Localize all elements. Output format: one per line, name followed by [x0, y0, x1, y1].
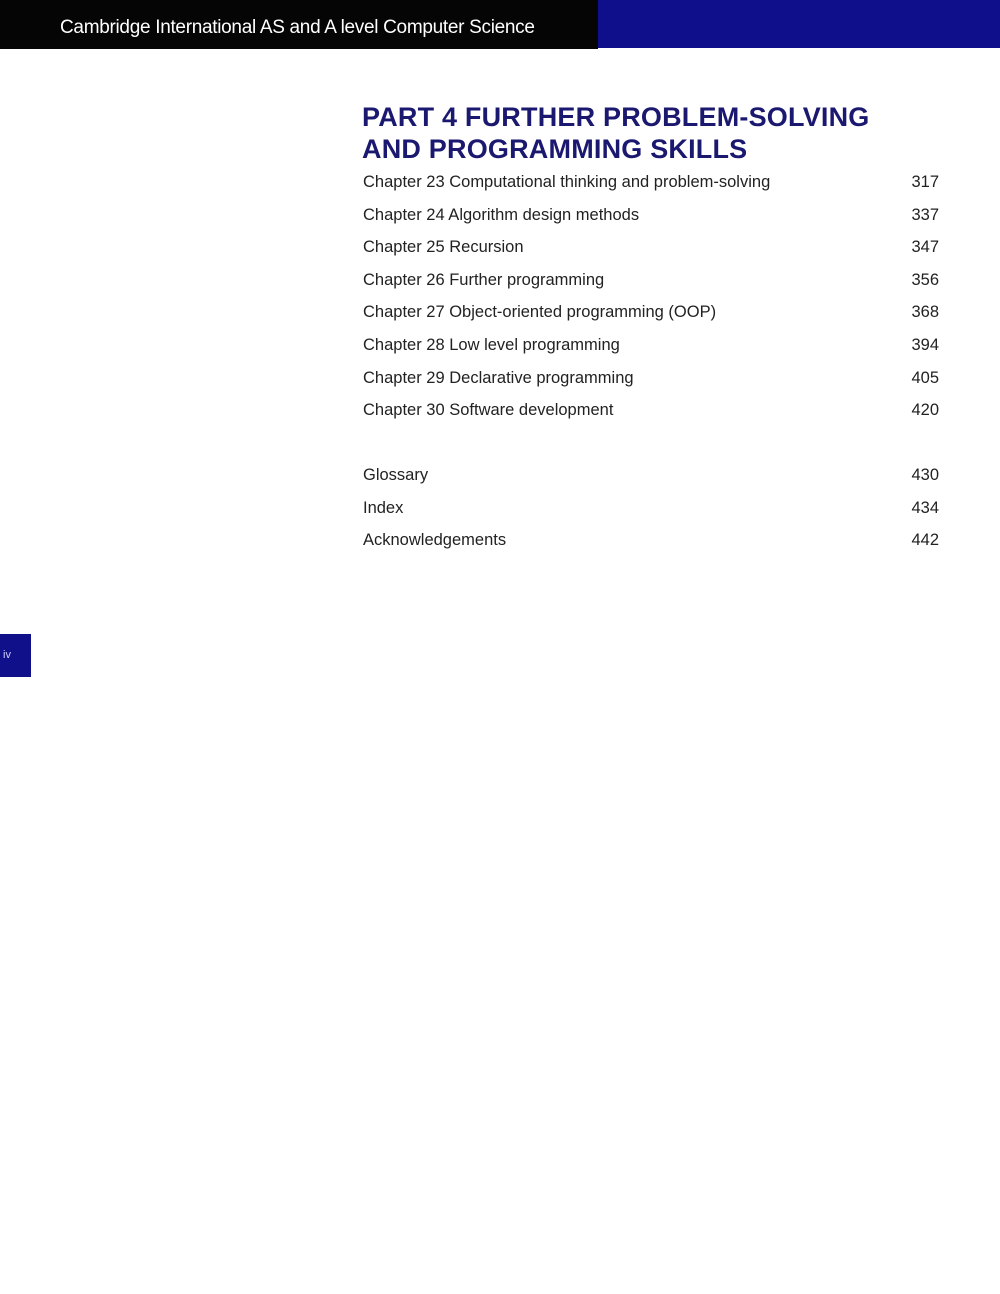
toc-entry-label: Chapter 25 Recursion: [363, 238, 524, 257]
page-number: iv: [3, 649, 11, 661]
toc-entry-label: Index: [363, 498, 404, 517]
book-title: Cambridge International AS and A level Computer Science: [60, 17, 535, 38]
toc-entry-label: Acknowledgements: [363, 531, 507, 550]
toc-entry-label: Chapter 28 Low level programming: [363, 336, 620, 354]
toc-entry[interactable]: [363, 336, 939, 355]
toc-entry[interactable]: [363, 238, 939, 257]
toc-entry-label: Chapter 26 Further programming: [363, 270, 605, 289]
toc-entry-label: Chapter 23 Computational thinking and problem-solving: [363, 173, 771, 191]
part-title-line-1: PART 4 FURTHER PROBLEM-SOLVING: [362, 102, 870, 132]
toc-entry-label: Chapter 29 Declarative programming: [363, 368, 634, 387]
toc-entry[interactable]: [363, 271, 939, 290]
toc-entry[interactable]: [363, 303, 939, 322]
toc-entry-page: 442: [911, 531, 939, 550]
toc-entry-page: 430: [911, 466, 939, 484]
toc-entry-page: 394: [911, 336, 939, 354]
toc-entry-page: 337: [911, 205, 939, 224]
toc-entry-page: 405: [911, 368, 939, 387]
toc-entry[interactable]: [363, 466, 939, 485]
page-number-tab: [0, 634, 31, 677]
toc-entry[interactable]: [363, 499, 939, 518]
toc-entry-label: Chapter 24 Algorithm design methods: [363, 205, 640, 224]
toc-entry[interactable]: [363, 531, 939, 550]
toc-entry[interactable]: [363, 206, 939, 225]
toc-entry-label: Glossary: [363, 466, 429, 484]
toc-entry[interactable]: [363, 369, 939, 388]
toc-entry-page: 420: [911, 401, 939, 420]
toc-entry-page: 317: [911, 173, 939, 191]
toc-entry-page: 347: [911, 238, 939, 257]
part-title: [362, 101, 870, 165]
toc-entry[interactable]: [363, 401, 939, 420]
toc-entry-label: Chapter 27 Object-oriented programming (OOP): [363, 303, 717, 322]
toc-entry-page: 356: [911, 270, 939, 289]
toc-entry-page: 434: [911, 498, 939, 517]
toc-entry[interactable]: [363, 173, 939, 192]
toc-entry-label: Chapter 30 Software development: [363, 401, 614, 420]
toc-entry-page: 368: [911, 303, 939, 322]
header-accent-bar: [598, 0, 1000, 48]
part-title-line-2: AND PROGRAMMING SKILLS: [362, 134, 748, 164]
